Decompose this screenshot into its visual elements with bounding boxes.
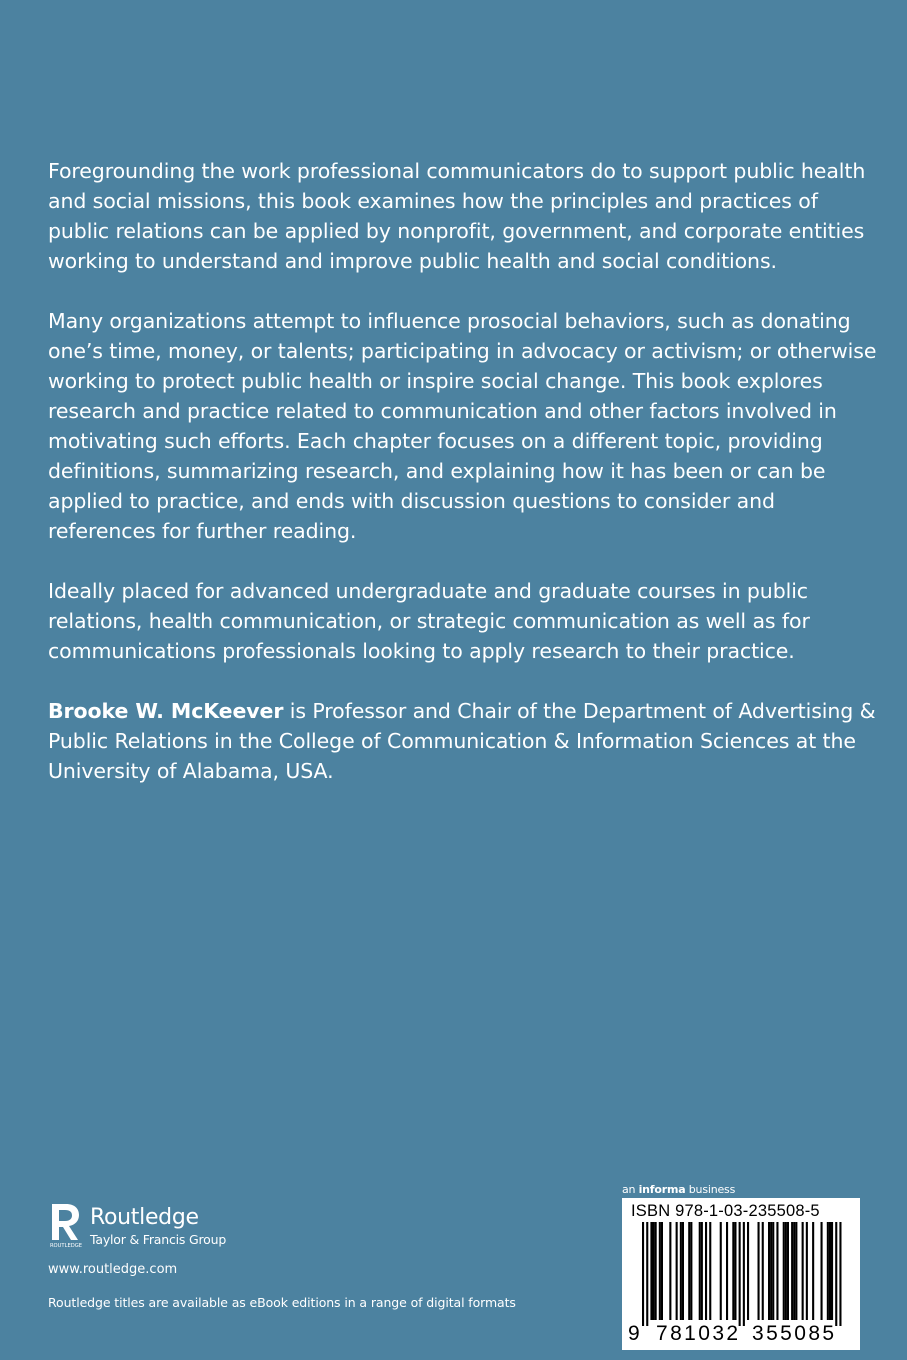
barcode-bar	[661, 1222, 663, 1320]
logo-vertical-text: ROUTLEDGE	[49, 1243, 83, 1249]
barcode-bar	[827, 1222, 829, 1320]
barcode-lead-digit: 9	[628, 1322, 640, 1345]
barcode-bar	[709, 1222, 711, 1320]
tagline-prefix: an	[622, 1183, 639, 1196]
barcode-bar	[839, 1222, 841, 1326]
barcode-bar	[776, 1222, 778, 1320]
barcode-bar	[705, 1222, 707, 1320]
routledge-logo	[48, 1200, 548, 1258]
barcode-bar	[726, 1222, 728, 1320]
barcode-bar	[772, 1222, 774, 1320]
barcode-bar	[802, 1222, 804, 1320]
barcode-bar	[720, 1222, 722, 1320]
barcode-bar	[650, 1222, 652, 1320]
publisher-name: Routledge	[90, 1205, 199, 1230]
barcode-bar	[747, 1222, 749, 1320]
barcode-right-digits: 355085	[752, 1322, 837, 1345]
barcode-bar	[739, 1222, 741, 1326]
publisher-block	[48, 1200, 548, 1310]
barcode-bar	[734, 1222, 736, 1320]
barcode-bar	[762, 1222, 764, 1320]
barcode-bar	[768, 1222, 770, 1320]
tagline-suffix: business	[685, 1183, 736, 1196]
isbn-barcode	[622, 1198, 860, 1350]
barcode-bar	[732, 1222, 734, 1320]
author-name: Brooke W. McKeever	[48, 699, 284, 723]
barcode-bar	[806, 1222, 808, 1320]
barcode-bar	[646, 1222, 648, 1326]
barcode-left-digits: 781032	[656, 1322, 741, 1345]
barcode-bar	[835, 1222, 837, 1326]
blurb-paragraph-3: Ideally placed for advanced undergraduate and graduate courses in public relations, health communication, or strategic communication as well as for communications professionals looking to apply research to their practice.	[48, 579, 810, 663]
back-cover-blurb	[48, 156, 878, 816]
barcode-bar	[743, 1222, 745, 1326]
barcode-bar	[669, 1222, 671, 1320]
barcode-bar	[821, 1222, 823, 1320]
barcode-bar	[655, 1222, 657, 1320]
barcode-bar	[659, 1222, 661, 1320]
barcode-block	[622, 1183, 862, 1350]
barcode-bar	[829, 1222, 831, 1320]
barcode-bar	[787, 1222, 789, 1320]
author-bio	[48, 696, 878, 786]
barcode-bar	[699, 1222, 701, 1320]
barcode-bar	[783, 1222, 785, 1320]
blurb-paragraph-1: Foregrounding the work professional communicators do to support public health and social missions, this book examines how the principles and practices of public relations can be applied by nonprofit, government, and corporate entities working to understand and improve public health and social conditions.	[48, 159, 866, 273]
barcode-bar	[770, 1222, 772, 1320]
barcode-bar	[793, 1222, 795, 1320]
barcode-bar	[642, 1222, 644, 1326]
informa-tagline	[622, 1183, 862, 1196]
isbn-number: ISBN 978-1-03-235508-5	[631, 1202, 820, 1220]
barcode-bar	[653, 1222, 655, 1320]
routledge-r-icon	[48, 1200, 84, 1258]
barcode-bar	[758, 1222, 760, 1320]
barcode-bar	[688, 1222, 690, 1320]
barcode-bar	[680, 1222, 682, 1320]
barcode-bar	[791, 1222, 793, 1320]
author-bio-text: is Professor and Chair of the Department of Advertising & Public Relations in the College of Communication & Information Sciences at the University of Alabama, USA.	[48, 699, 876, 783]
barcode-bar	[676, 1222, 678, 1320]
barcode-bar	[795, 1222, 797, 1320]
publisher-website[interactable]: www.routledge.com	[48, 1262, 178, 1277]
barcode-bar	[690, 1222, 692, 1320]
barcode-bar	[701, 1222, 703, 1320]
barcode-bar	[812, 1222, 814, 1320]
barcode-digits	[622, 1322, 860, 1348]
blurb-paragraph-2: Many organizations attempt to influence prosocial behaviors, such as donating one’s time, money, or talents; participating in advocacy or activism; or otherwise working to protect public health or inspire social change. This book explores research and practice related to communication and other factors involved in motivating such efforts. Each chapter focuses on a different topic, providing definitions, summarizing research, and explaining how it has been or can be applied to practice, and ends with discussion questions to consider and references for further reading.	[48, 309, 877, 543]
barcode-bar	[682, 1222, 684, 1320]
barcode-bar	[831, 1222, 833, 1320]
publisher-group: Taylor & Francis Group	[90, 1232, 227, 1247]
tagline-brand: informa	[638, 1183, 686, 1196]
barcode-bar	[785, 1222, 787, 1320]
barcode-bars	[622, 1222, 860, 1326]
ebook-note: Routledge titles are available as eBook editions in a range of digital formats	[48, 1295, 516, 1310]
